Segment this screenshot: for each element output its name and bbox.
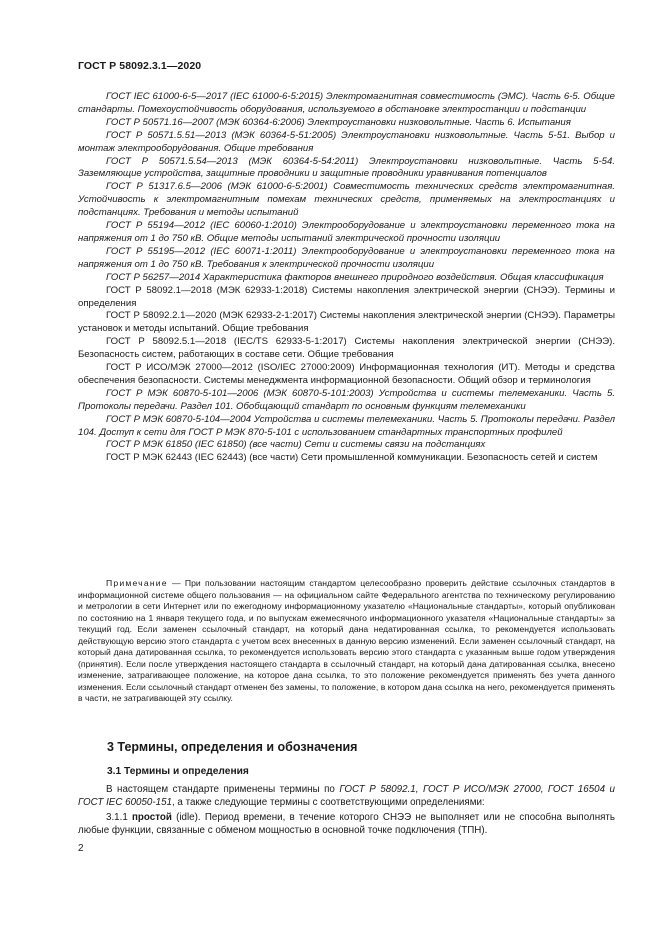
note-paragraph xyxy=(78,578,615,705)
reference-item: ГОСТ IEC 61000-6-5—2017 (IEC 61000-6-5:2015) Электромагнитная совместимость (ЭМС). Часть 6-5. Общие стандарты. Помехоустойчивость оборудования, используемого в обстановке электростанции и подстанции xyxy=(78,91,615,115)
intro-text-end: , а также следующие термины с соответствующими определениями: xyxy=(171,797,485,808)
page-number: 2 xyxy=(78,843,84,854)
section-title: 3 Термины, определения и обозначения xyxy=(107,740,358,754)
note-text: — При пользовании настоящим стандартом целесообразно проверить действие ссылочных стандартов в информационной системе общего пользования — на официальном сайте Федерального агентства по техническому регулированию и метрологии в сети Интернет или по ежегодному информационному указателю «Национальные стандарты», который опубликован по состоянию на 1 января текущего года, и по выпускам ежемесячного информационного указателя «Национальные стандарты» за текущий год. Если заменен ссылочный стандарт, на который дана недатированная ссылка, то рекомендуется использовать действующую версию этого стандарта с учетом всех внесенных в данную версию изменений. Если заменен ссылочный стандарт, на который дана датированная ссылка, то рекомендуется использовать версию этого стандарта с указанным выше годом утверждения (принятия). Если после утверждения настоящего стандарта в ссылочный стандарт, на который дана датированная ссылка, внесено изменение, затрагивающее положение, на которое дана ссылка, то это положение рекомендуется применять без учета данного изменения. Если ссылочный стандарт отменен без замены, то положение, в котором дана ссылка на него, рекомендуется применять в части, не затрагивающей эту ссылку. xyxy=(78,578,615,703)
reference-item: ГОСТ Р МЭК 60870-5-104—2004 Устройства и системы телемеханики. Часть 5. Протоколы передачи. Раздел 104. Доступ к сети для ГОСТ Р МЭК 870-5-101 с использованием стандартных транспортных профилей xyxy=(78,413,615,438)
reference-item: ГОСТ Р ИСО/МЭК 27000—2012 (ISO/IEC 27000:2009) Информационная технология (ИТ). Методы и средства обеспечения безопасности. Системы менеджмента информационной безопасности. Общий обзор и терминология xyxy=(78,362,615,386)
terms-intro-paragraph xyxy=(78,783,615,809)
intro-text: В настоящем стандарте применены термины по xyxy=(106,784,340,795)
term-number: 3.1.1 xyxy=(106,812,133,823)
term-definition xyxy=(78,811,615,837)
reference-item: ГОСТ Р 55195—2012 (IEC 60071-1:2011) Электрооборудование и электроустановки переменного тока на напряжения от 1 до 750 кВ. Требования к электрической прочности изоляции xyxy=(78,245,615,270)
reference-item: ГОСТ Р 58092.1—2018 (МЭК 62933-1:2018) Системы накопления электрической энергии (СНЭЭ). Термины и определения xyxy=(78,284,615,309)
reference-item: ГОСТ Р МЭК 62443 (IEC 62443) (все части) Сети промышленной коммуникации. Безопасность сетей и систем xyxy=(106,452,598,464)
reference-item: ГОСТ Р 55194—2012 (IEC 60060-1:2010) Электрооборудование и электроустановки переменного тока на напряжения от 1 до 750 кВ. Общие методы испытаний электрической прочности изоляции xyxy=(78,220,615,244)
reference-item: ГОСТ Р 50571.5.54—2013 (МЭК 60364-5-54:2011) Электроустановки низковольтные. Часть 5-54. Заземляющие устройства, защитные проводники и защитные проводники уравнивания потенциалов xyxy=(78,155,615,180)
normative-references-list xyxy=(78,91,615,465)
reference-item: ГОСТ Р 58092.2.1—2020 (МЭК 62933-2-1:2017) Системы накопления электрической энергии (СНЭЭ). Параметры установок и методы испытаний. Общие требования xyxy=(78,310,615,335)
document-header: ГОСТ Р 58092.3.1—2020 xyxy=(78,60,202,72)
reference-item: ГОСТ Р 50571.5.51—2013 (МЭК 60364-5-51:2005) Электроустановки низковольтные. Часть 5-51. Выбор и монтаж электрооборудования. Общие требования xyxy=(78,129,615,154)
reference-item: ГОСТ Р 56257—2014 Характеристика факторов внешнего природного воздействия. Общая классификация xyxy=(106,271,604,283)
term-definition-text: (idle). Период времени, в течение которого СНЭЭ не выполняет или не способна выполнять любые функции, связанные с обменом мощностью в основной точке подключения (ТПН). xyxy=(78,812,615,836)
note-label: Примечание xyxy=(106,578,168,588)
intro-standard-refs: ГОСТ Р 58092.1, ГОСТ Р ИСО/МЭК 27000, ГОСТ 16504 и ГОСТ IEC 60050-151 xyxy=(78,784,616,808)
reference-item: ГОСТ Р 50571.16—2007 (МЭК 60364-6:2006) Электроустановки низковольтные. Часть 6. Испытания xyxy=(106,116,571,128)
reference-item: ГОСТ Р МЭК 60870-5-101—2006 (МЭК 60870-5-101:2003) Устройства и системы телемеханики. Часть 5. Протоколы передачи. Раздел 101. Обобщающий стандарт по основным функциям телемеханики xyxy=(78,387,615,412)
subsection-title: 3.1 Термины и определения xyxy=(107,766,249,777)
reference-item: ГОСТ Р МЭК 61850 (IEC 61850) (все части) Сети и системы связи на подстанциях xyxy=(106,439,486,451)
term-name: простой xyxy=(132,812,172,823)
reference-item: ГОСТ Р 58092.5.1—2018 (IEC/TS 62933-5-1:2017) Системы накопления электрической энергии (СНЭЭ). Безопасность систем, работающих в составе сети. Общие требования xyxy=(78,336,615,361)
reference-item: ГОСТ Р 51317.6.5—2006 (МЭК 61000-6-5:2001) Совместимость технических средств электромагнитная. Устойчивость к электромагнитным помехам технических средств, применяемых на электростанциях и подстанциях. Требования и методы испытаний xyxy=(78,181,615,219)
